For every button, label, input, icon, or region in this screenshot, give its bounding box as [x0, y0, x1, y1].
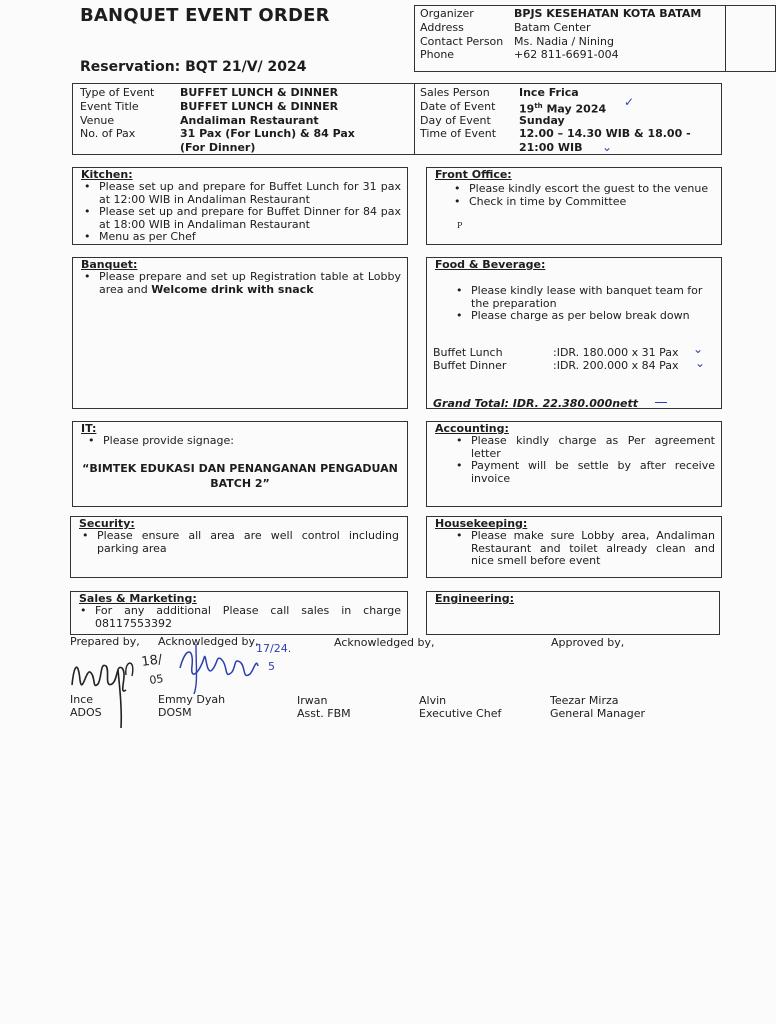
list-item: • Please ensure all area are well control including parking area — [73, 530, 399, 555]
it-section — [72, 421, 408, 507]
type-of-event-label: Type of Event — [80, 86, 155, 99]
front-office-list — [445, 183, 721, 208]
it-title: IT: — [81, 422, 97, 435]
sales-person-label: Sales Person — [420, 86, 490, 99]
buffet-lunch-label: Buffet Lunch — [433, 346, 503, 359]
signage-line: “BIMTEK EDUKASI DAN PENANGANAN PENGADUAN — [82, 462, 398, 475]
sales-marketing-section — [70, 591, 408, 635]
list-item: • Please kindly escort the guest to the venue — [445, 183, 721, 196]
day-of-event-label: Day of Event — [420, 114, 491, 127]
pax-value: 31 Pax (For Lunch) & 84 Pax — [180, 127, 355, 140]
date-of-event-value: 19th May 2024 — [519, 102, 607, 116]
prepared-by-label: Prepared by, — [70, 635, 140, 648]
signatory-name: Alvin — [419, 694, 447, 707]
organizer-label: Organizer — [420, 7, 474, 20]
signatory-name: Emmy Dyah — [158, 693, 226, 706]
event-details-box — [72, 83, 722, 155]
signatory-role: Executive Chef — [419, 707, 502, 720]
sales-marketing-title: Sales & Marketing: — [79, 592, 197, 605]
contact-person-value: Ms. Nadia / Nining — [514, 35, 614, 48]
contact-person-label: Contact Person — [420, 35, 504, 48]
kitchen-title: Kitchen: — [81, 168, 133, 181]
kitchen-list — [75, 181, 401, 244]
food-beverage-section — [426, 257, 722, 409]
list-item: • Please set up and prepare for Buffet Lunch for 31 pax at 12:00 WIB in Andaliman Restaurant — [75, 181, 401, 206]
it-list — [79, 435, 399, 448]
phone-label: Phone — [420, 48, 455, 61]
event-divider — [414, 83, 415, 155]
security-list — [73, 530, 399, 555]
pen-tick-line — [655, 402, 667, 403]
banquet-section — [72, 257, 408, 409]
address-value: Batam Center — [514, 21, 591, 34]
list-item: • Menu as per Chef — [75, 231, 401, 244]
buffet-dinner-label: Buffet Dinner — [433, 359, 507, 372]
day-of-event-value: Sunday — [519, 114, 565, 127]
sales-marketing-list — [71, 605, 401, 630]
housekeeping-title: Housekeeping: — [435, 517, 528, 530]
list-item: • Please charge as per below break down — [447, 310, 717, 323]
signatory-name: Ince — [70, 693, 94, 706]
acknowledged-by-label-2: Acknowledged by, — [334, 636, 435, 649]
pen-check-mark: ✓ — [624, 95, 635, 109]
signature-emmy — [176, 636, 292, 696]
venue-label: Venue — [80, 114, 115, 127]
list-item: • Please set up and prepare for Buffet Dinner for 84 pax at 18:00 WIB in Andaliman Restaurant — [75, 206, 401, 231]
pax-value-line2: (For Dinner) — [180, 141, 256, 154]
security-title: Security: — [79, 517, 135, 530]
food-beverage-list — [447, 285, 717, 323]
signatory-role: ADOS — [70, 706, 102, 719]
document-title: BANQUET EVENT ORDER — [80, 5, 330, 26]
front-office-section — [426, 167, 722, 245]
accounting-section — [426, 421, 722, 507]
signatory-role: General Manager — [550, 707, 646, 720]
type-of-event-value: BUFFET LUNCH & DINNER — [180, 86, 339, 99]
acknowledged-by-label: Acknowledged by, — [158, 635, 259, 648]
grand-total: Grand Total: IDR. 22.380.000nett — [433, 397, 639, 410]
approved-by-label: Approved by, — [551, 636, 625, 649]
organizer-box-right-edge — [726, 5, 776, 72]
pen-check-mark: ⌄ — [695, 356, 706, 370]
accounting-list — [447, 435, 715, 485]
time-of-event-value-line2: 21:00 WIB — [519, 141, 583, 154]
list-item: • Please make sure Lobby area, Andaliman Restaurant and toilet already clean and nice smell before event — [447, 530, 715, 568]
security-section — [70, 516, 408, 578]
svg-text:17/24.: 17/24. — [256, 642, 292, 655]
pen-check-mark: ⌄ — [602, 140, 613, 154]
list-item: • Check in time by Committee — [445, 196, 721, 209]
buffet-dinner-price: :IDR. 200.000 x 84 Pax — [553, 359, 679, 372]
signage-line: BATCH 2” — [210, 477, 270, 490]
front-office-note: P — [457, 221, 463, 230]
signatory-name: Teezar Mirza — [550, 694, 619, 707]
food-beverage-title: Food & Beverage: — [435, 258, 546, 271]
list-item: • Please kindly lease with banquet team for the preparation — [447, 285, 717, 310]
time-of-event-value: 12.00 – 14.30 WIB & 18.00 - — [519, 127, 691, 140]
pen-check-mark: ⌄ — [693, 342, 704, 356]
list-item: • Please kindly charge as Per agreement letter — [447, 435, 715, 460]
signatory-role: DOSM — [158, 706, 192, 719]
accounting-title: Accounting: — [435, 422, 509, 435]
list-item: • Payment will be settle by after receive invoice — [447, 460, 715, 485]
address-label: Address — [420, 21, 464, 34]
venue-value: Andaliman Restaurant — [180, 114, 319, 127]
engineering-section — [426, 591, 720, 635]
svg-text:05: 05 — [148, 672, 165, 687]
banquet-list — [75, 271, 401, 296]
list-item: • For any additional Please call sales in charge 08117553392 — [71, 605, 401, 630]
time-of-event-label: Time of Event — [420, 127, 497, 140]
list-item: • Please prepare and set up Registration table at Lobby area and Welcome drink with snack — [75, 271, 401, 296]
signatory-name: Irwan — [297, 694, 328, 707]
phone-value: +62 811-6691-004 — [514, 48, 619, 61]
organizer-value: BPJS KESEHATAN KOTA BATAM — [514, 7, 702, 20]
event-title-label: Event Title — [80, 100, 139, 113]
kitchen-section — [72, 167, 408, 245]
housekeeping-section — [426, 516, 722, 578]
reservation-number: Reservation: BQT 21/V/ 2024 — [80, 59, 307, 75]
event-title-value: BUFFET LUNCH & DINNER — [180, 100, 339, 113]
list-item: • Please provide signage: — [79, 435, 399, 448]
svg-text:5: 5 — [268, 660, 275, 673]
pax-label: No. of Pax — [80, 127, 136, 140]
sales-person-value: Ince Frica — [519, 86, 579, 99]
svg-text:18/: 18/ — [140, 652, 164, 670]
signatory-role: Asst. FBM — [297, 707, 351, 720]
signage-text — [73, 461, 407, 491]
engineering-title: Engineering: — [435, 592, 515, 605]
banquet-title: Banquet: — [81, 258, 138, 271]
front-office-title: Front Office: — [435, 168, 512, 181]
buffet-lunch-price: :IDR. 180.000 x 31 Pax — [553, 346, 679, 359]
housekeeping-list — [447, 530, 715, 568]
date-of-event-label: Date of Event — [420, 100, 496, 113]
